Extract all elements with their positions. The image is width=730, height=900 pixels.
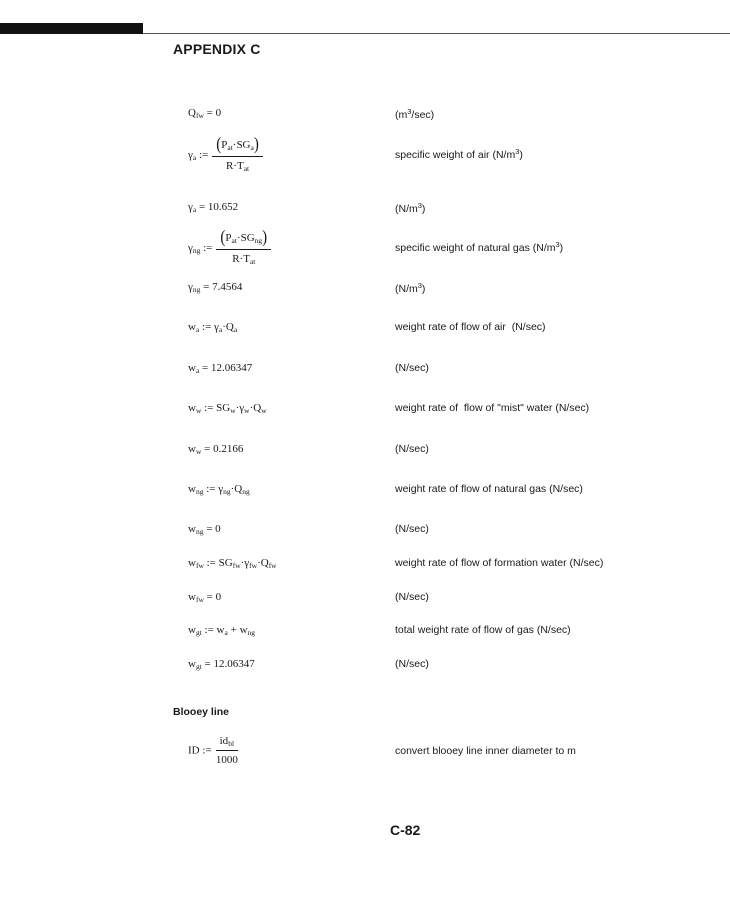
equation-description: specific weight of natural gas $(N/m^3)$ — [395, 240, 564, 254]
equation-description: total weight rate of flow of gas (N/sec) — [395, 624, 571, 636]
page-header-title: APPENDIX C — [173, 41, 261, 57]
equation-description: $(N/m^3)$ — [395, 281, 426, 295]
equation: $\gamma_{ng}$ := $\frac{(P_{at}\cdot SG_{ng})}{R\cdot T_{at}}$ — [188, 230, 271, 266]
equation: $w_{fw}$ := $SG_{fw}\cdot\gamma_{fw}\cdot Q_{fw}$ — [188, 557, 277, 570]
equation-description: (N/sec) — [395, 443, 429, 455]
fraction: $\frac{id_{bl}}{1000}$ — [215, 735, 238, 766]
equation: $\gamma_{ng} = 7.4564$ — [188, 281, 243, 294]
equation: $w_{ng}$ := $\gamma_{ng}\cdot Q_{ng}$ — [188, 483, 250, 496]
equation: $w_{gt}$ := $w_a + w_{ng}$ — [188, 624, 256, 637]
equation-description: weight rate of flow of air (N/sec) — [395, 321, 546, 333]
equation: $\gamma_a$ := $\frac{(P_{at}\cdot SG_a)}{R\cdot T_{at}}$ — [188, 137, 263, 173]
equation-description: convert blooey line inner diameter to m — [395, 745, 576, 757]
equation: $w_w$ := $SG_w\cdot\gamma_w\cdot Q_w$ — [188, 402, 267, 415]
fraction: $\frac{(P_{at}\cdot SG_{ng})}{R\cdot T_{at}}$ — [216, 230, 271, 266]
header-rule — [143, 33, 730, 34]
equation: $w_a$ := $\gamma_a\cdot Q_a$ — [188, 321, 238, 334]
equation: $w_{gt} = 12.06347$ — [188, 658, 255, 671]
header-bar — [0, 23, 143, 34]
equation-description: (N/sec) — [395, 523, 429, 535]
equation: $w_{ng} = 0$ — [188, 523, 221, 536]
fraction: $\frac{(P_{at}\cdot SG_a)}{R\cdot T_{at}}$ — [212, 137, 263, 173]
equation: $w_a = 12.06347$ — [188, 362, 253, 375]
equation-description: specific weight of air $(N/m^3)$ — [395, 147, 523, 161]
equation-description: (N/sec) — [395, 591, 429, 603]
equation: $w_w = 0.2166$ — [188, 443, 244, 456]
equation: $\gamma_a = 10.652$ — [188, 201, 239, 214]
page-number: C-82 — [390, 822, 421, 838]
equation-description: $(N/m^3)$ — [395, 201, 426, 215]
equation-description: $(m^3/\sec)$ — [395, 107, 435, 121]
equation: ID := $\frac{id_{bl}}{1000}$ — [188, 735, 238, 766]
section-heading: Blooey line — [173, 706, 230, 718]
equation-description: weight rate of flow of "mist" water (N/sec) — [395, 402, 590, 414]
equation: $w_{fw} = 0$ — [188, 591, 222, 604]
equation: $Q_{fw} = 0$ — [188, 107, 222, 120]
equation-description: (N/sec) — [395, 362, 429, 374]
equation-description: weight rate of flow of formation water (N/sec) — [395, 557, 604, 569]
equation-description: weight rate of flow of natural gas (N/sec) — [395, 483, 583, 495]
equation-description: (N/sec) — [395, 658, 429, 670]
